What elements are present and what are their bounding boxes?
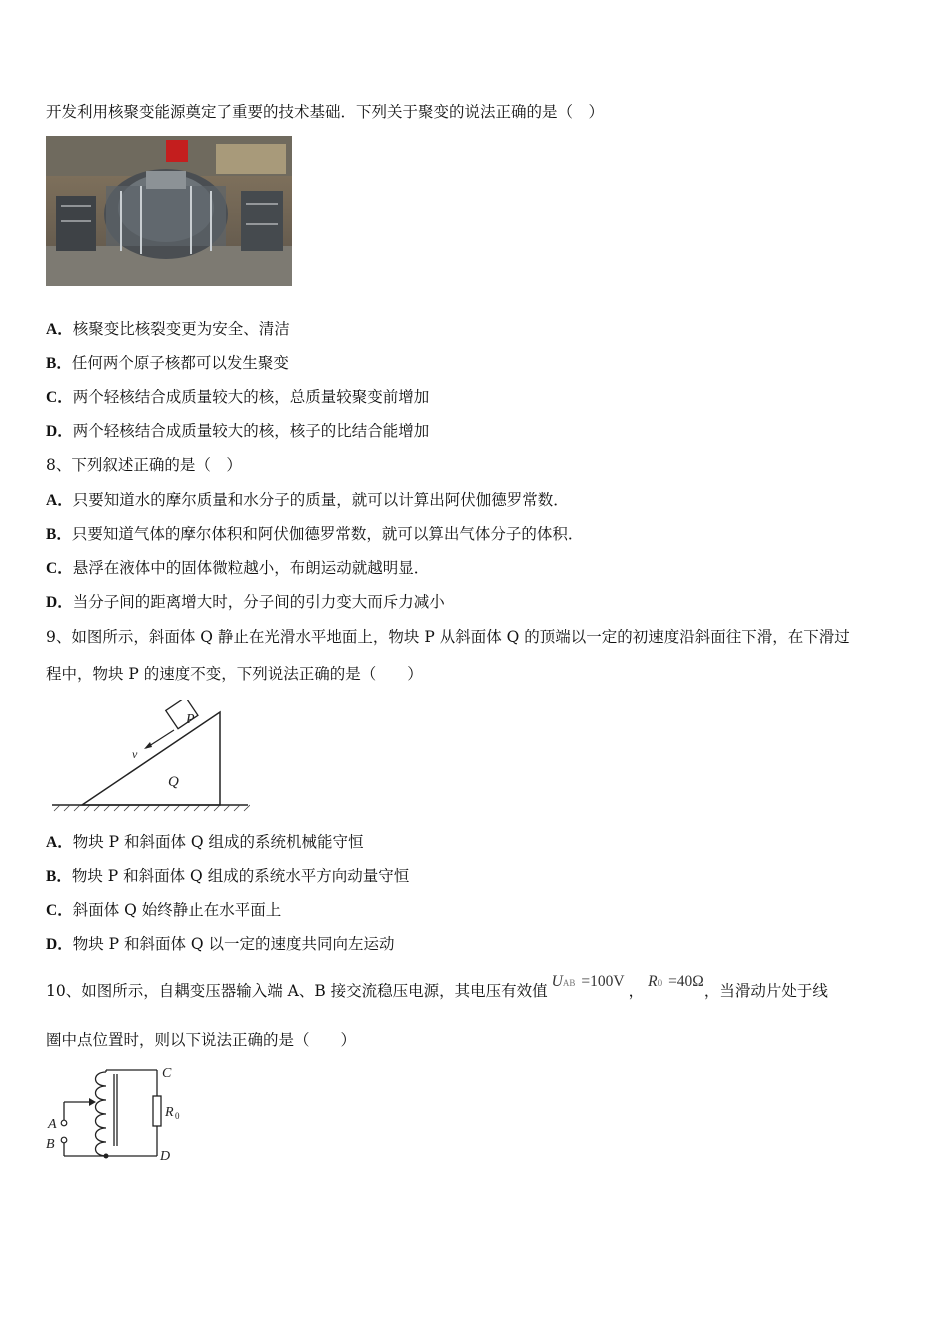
q9-option-d: D．物块 P 和斜面体 Q 以一定的速度共同向左运动 bbox=[46, 935, 395, 953]
q9-stem-line2: 程中，物块 P 的速度不变，下列说法正确的是（ ） bbox=[46, 665, 423, 683]
q10-stem-line1: 10、如图所示，自耦变压器输入端 A、B 接交流稳压电源，其电压有效值UAB =100V，R0 =40Ω，当滑动片处于线 bbox=[46, 973, 828, 1000]
incline-q-label: Q bbox=[168, 774, 179, 790]
q7-option-b: B．任何两个原子核都可以发生聚变 bbox=[46, 354, 289, 372]
terminal-c-label: C bbox=[162, 1066, 172, 1081]
r0-formula: R0 =40Ω bbox=[648, 973, 704, 990]
terminal-d-label: D bbox=[160, 1149, 171, 1164]
terminal-a-label: A bbox=[48, 1117, 57, 1132]
q9-option-a: A．物块 P 和斜面体 Q 组成的系统机械能守恒 bbox=[46, 833, 364, 851]
q7-stem: 开发利用核聚变能源奠定了重要的技术基础．下列关于聚变的说法正确的是（ ） bbox=[46, 103, 605, 121]
velocity-label: v bbox=[132, 747, 138, 761]
q9-stem-line1: 9、如图所示，斜面体 Q 静止在光滑水平地面上，物块 P 从斜面体 Q 的顶端以一定的初速度沿斜面往下滑，在下滑过 bbox=[46, 628, 850, 646]
resistor-label: R bbox=[165, 1105, 174, 1120]
q8-option-d: D．当分子间的距离增大时，分子间的引力变大而斥力减小 bbox=[46, 593, 445, 611]
terminal-b-label: B bbox=[46, 1137, 55, 1152]
autotransformer-circuit bbox=[44, 1062, 194, 1166]
q10-stem-line2: 圈中点位置时，则以下说法正确的是（ ） bbox=[46, 1031, 357, 1049]
q8-option-a: A．只要知道水的摩尔质量和水分子的质量，就可以计算出阿伏伽德罗常数． bbox=[46, 491, 569, 509]
q8-stem: 8、下列叙述正确的是（ ） bbox=[46, 456, 242, 474]
q8-option-b: B．只要知道气体的摩尔体积和阿伏伽德罗常数，就可以算出气体分子的体积． bbox=[46, 525, 584, 543]
q7-option-d: D．两个轻核结合成质量较大的核，核子的比结合能增加 bbox=[46, 422, 430, 440]
q7-option-a: A．核聚变比核裂变更为安全、清洁 bbox=[46, 320, 290, 338]
q8-option-c: C．悬浮在液体中的固体微粒越小，布朗运动就越明显． bbox=[46, 559, 430, 577]
u-ab-formula: UAB =100V bbox=[551, 973, 625, 990]
q9-option-b: B．物块 P 和斜面体 Q 组成的系统水平方向动量守恒 bbox=[46, 867, 410, 885]
incline-diagram bbox=[50, 700, 250, 818]
q9-option-c: C．斜面体 Q 始终静止在水平面上 bbox=[46, 901, 282, 919]
fusion-device-photo bbox=[46, 136, 292, 286]
resistor-label-sub: 0 bbox=[175, 1111, 180, 1121]
block-p-label: P bbox=[186, 712, 195, 727]
q7-option-c: C．两个轻核结合成质量较大的核，总质量较聚变前增加 bbox=[46, 388, 430, 406]
